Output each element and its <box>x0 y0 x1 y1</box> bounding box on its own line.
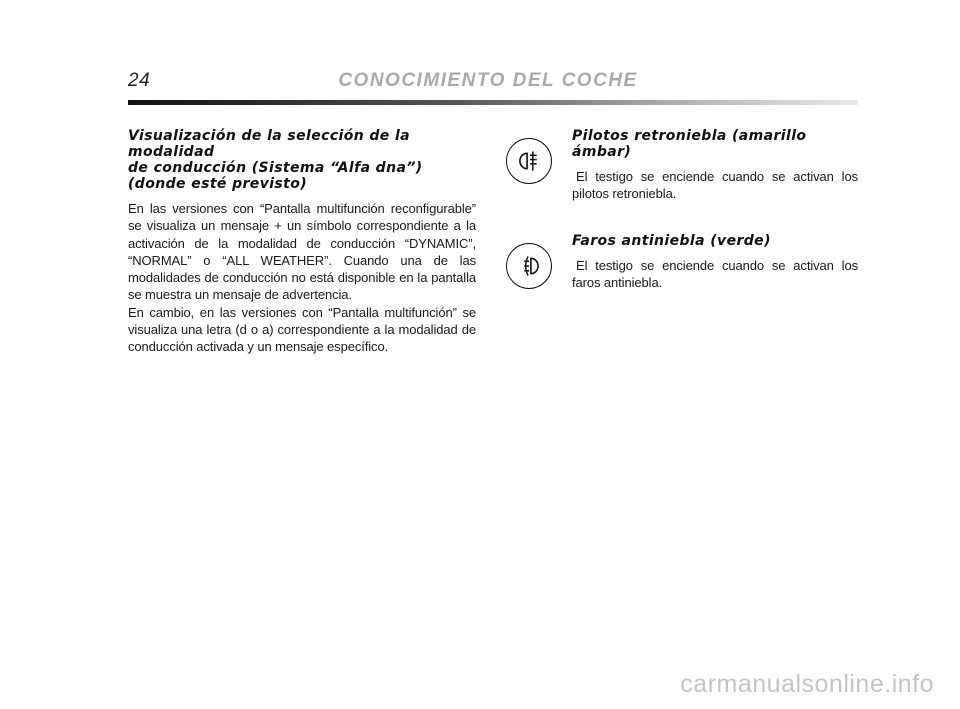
section-title-line: Visualización de la selección de la modalidad <box>128 128 411 160</box>
paragraph: En las versiones con “Pantalla multifunción reconfigurable” se visualiza un mensaje + un símbolo correspondiente a la activación de la modalidad de conducción “DYNAMIC”, “NORMAL” o “ALL WEATHER”. Cuando una de las modalidades de conducción no está disponible en la pantalla se muestra un mensaje de advertencia. <box>128 201 476 303</box>
indicator-rear-fog <box>500 128 858 203</box>
running-title: CONOCIMIENTO DEL COCHE <box>338 70 638 91</box>
rear-fog-light-icon <box>506 138 552 184</box>
section-title <box>128 128 476 192</box>
front-fog-light-icon <box>506 243 552 289</box>
warning-lights-section <box>500 128 858 321</box>
indicator-text: El testigo se enciende cuando se activan los pilotos retroniebla. <box>572 169 858 202</box>
indicator-text: El testigo se enciende cuando se activan los faros antiniebla. <box>572 257 858 290</box>
paragraph: En cambio, en las versiones con “Pantalla multifunción” se visualiza una letra (d o a) correspondiente a la modalidad de conducción activada y un mensaje específico. <box>128 304 476 355</box>
driving-mode-section <box>128 128 476 356</box>
header-rule <box>128 100 858 105</box>
indicator-title: Pilotos retroniebla (amarillo ámbar) <box>572 128 807 160</box>
section-title-line: de conducción (Sistema “Alfa dna”) <box>128 160 423 176</box>
indicator-title: Faros antiniebla (verde) <box>572 232 771 249</box>
watermark: carmanualsonline.info <box>680 670 934 698</box>
page-number: 24 <box>128 70 151 91</box>
section-title-line: (donde esté previsto) <box>128 176 308 192</box>
indicator-front-fog <box>500 233 858 292</box>
